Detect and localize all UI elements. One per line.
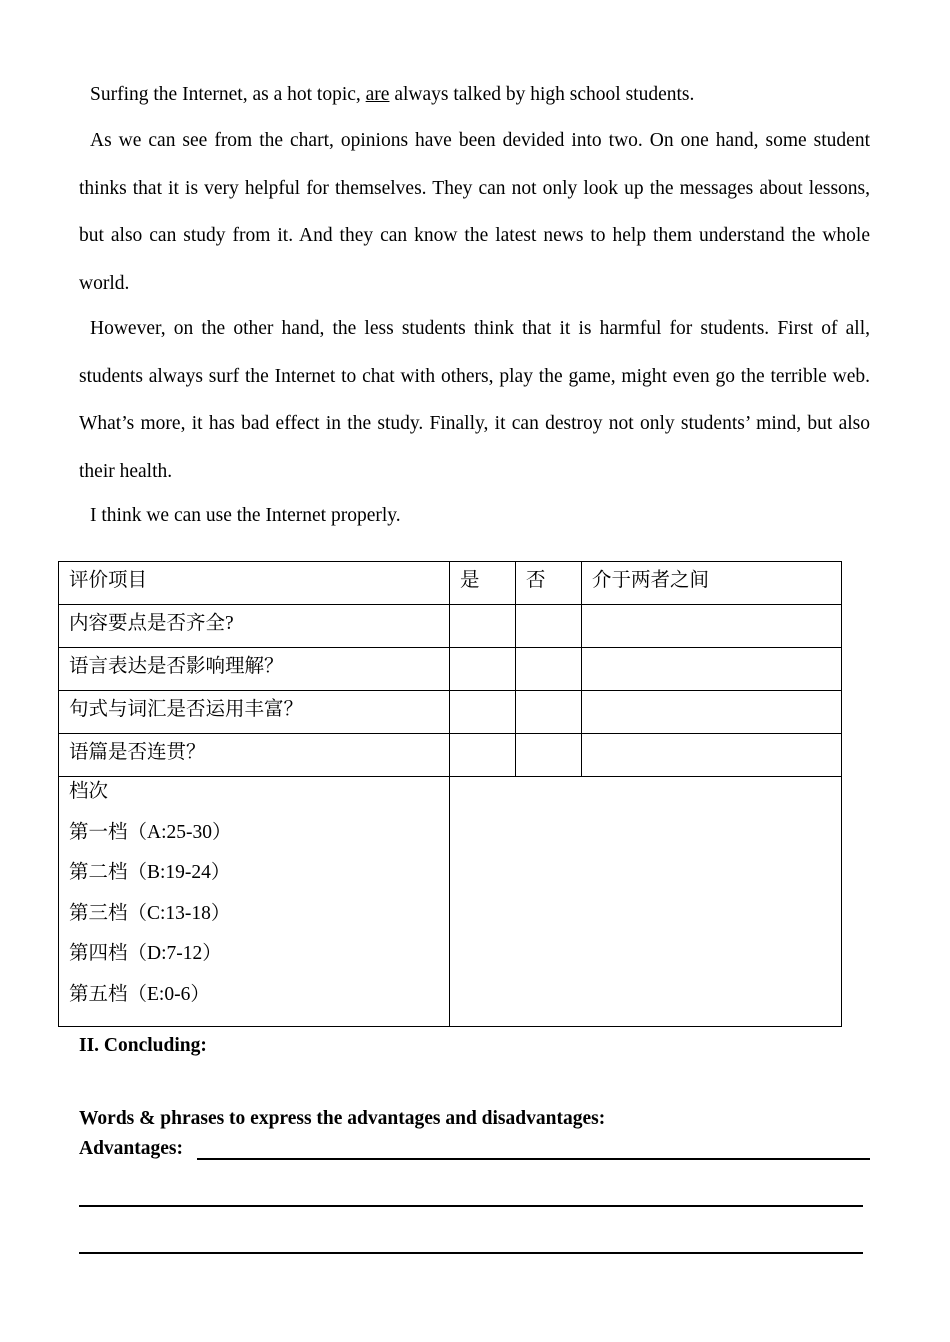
essay-paragraph-4: I think we can use the Internet properly. [90, 505, 401, 526]
advantages-label: Advantages: [79, 1138, 184, 1159]
between-cell[interactable] [582, 734, 842, 777]
evaluation-table [58, 561, 842, 1027]
no-cell[interactable] [516, 734, 582, 777]
no-cell[interactable] [516, 605, 582, 648]
table-header-row [59, 562, 842, 605]
criterion-cell: 语篇是否连贯？ [59, 734, 450, 777]
yes-cell[interactable] [450, 734, 516, 777]
table-row [59, 648, 842, 691]
essay-line-1 [90, 84, 694, 106]
tier-item: 第三档（C:13-18） [69, 902, 231, 924]
tier-score-cell[interactable] [450, 777, 842, 1027]
header-between: 介于两者之间 [582, 562, 842, 605]
yes-cell[interactable] [450, 691, 516, 734]
table-row [59, 605, 842, 648]
no-cell[interactable] [516, 691, 582, 734]
criterion-cell: 句式与词汇是否运用丰富？ [59, 691, 450, 734]
no-cell[interactable] [516, 648, 582, 691]
table-row [59, 734, 842, 777]
tier-item: 第五档（E:0-6） [69, 983, 210, 1005]
tier-item: 第二档（B:19-24） [69, 862, 231, 883]
tier-list-cell [59, 777, 450, 1027]
tier-row [59, 777, 842, 1027]
header-yes: 是 [450, 562, 516, 605]
between-cell[interactable] [582, 691, 842, 734]
section-heading: II. Concluding: [79, 1035, 207, 1056]
criterion-cell: 内容要点是否齐全? [59, 605, 450, 648]
header-criteria: 评价项目 [59, 562, 450, 605]
underlined-word: are [365, 84, 390, 105]
blank-line[interactable] [79, 1205, 863, 1207]
essay-paragraph-2: As we can see from the chart, opinions have been devided into two. On one hand, some student thinks that it is very helpful for themselves. They can not only look up the messages about lessons, but also can study from it. And they can know the latest news to help them understand the whole world. [79, 130, 870, 294]
between-cell[interactable] [582, 605, 842, 648]
essay-line-1-end: always talked by high school students. [389, 84, 695, 105]
tier-title: 档次 [69, 781, 109, 802]
blank-line[interactable] [79, 1252, 863, 1254]
yes-cell[interactable] [450, 648, 516, 691]
between-cell[interactable] [582, 648, 842, 691]
criterion-cell: 语言表达是否影响理解？ [59, 648, 450, 691]
yes-cell[interactable] [450, 605, 516, 648]
essay-line-1-start: Surfing the Internet, as a hot topic, [90, 84, 366, 105]
tier-item: 第一档（A:25-30） [69, 821, 232, 843]
header-no: 否 [516, 562, 582, 605]
words-prompt: Words & phrases to express the advantages and disadvantages: [79, 1108, 606, 1129]
essay-paragraph-3: However, on the other hand, the less students think that it is harmful for students. First of all, students always surf the Internet to chat with others, play the game, might even go the terrible web. What’s more, it has bad effect in the study. Finally, it can destroy not only students’ mind, but also their health. [79, 318, 870, 482]
table-row [59, 691, 842, 734]
advantages-blank-line[interactable] [197, 1158, 870, 1160]
tier-item: 第四档（D:7-12） [69, 943, 222, 964]
